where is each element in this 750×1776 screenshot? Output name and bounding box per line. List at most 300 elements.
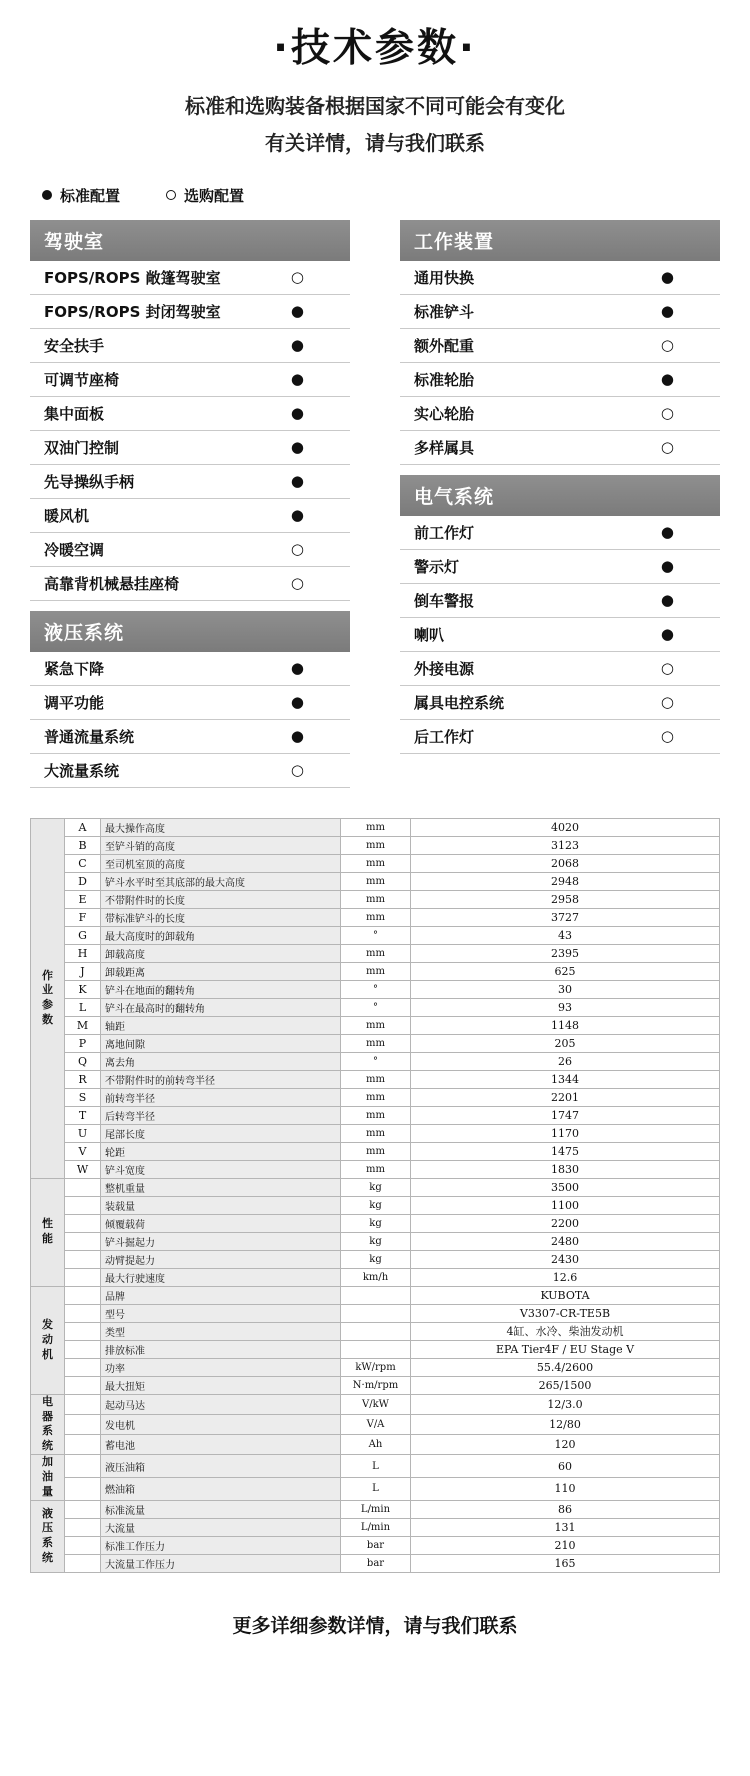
table-cell-value: 3123 — [411, 836, 720, 854]
table-cell-code: B — [65, 836, 101, 854]
table-cell-unit: mm — [341, 854, 411, 872]
table-cell-name: 尾部长度 — [101, 1124, 341, 1142]
table-cell-code: D — [65, 872, 101, 890]
table-cell-name: 卸载高度 — [101, 944, 341, 962]
table-row — [31, 1518, 720, 1536]
table-cell-name: 最大扭矩 — [101, 1376, 341, 1394]
table-row — [31, 1477, 720, 1500]
table-cell-value: 210 — [411, 1536, 720, 1554]
table-row — [31, 1340, 720, 1358]
hollow-dot-icon: ○ — [660, 336, 674, 355]
table-cell-code — [65, 1358, 101, 1376]
table-row — [31, 1435, 720, 1455]
filled-dot-icon: ● — [290, 472, 304, 491]
table-cell-name: 倾覆载荷 — [101, 1214, 341, 1232]
table-cell-name: 铲斗水平时至其底部的最大高度 — [101, 872, 341, 890]
table-cell-unit: mm — [341, 1016, 411, 1034]
table-cell-unit — [341, 1340, 411, 1358]
table-cell-name: 发电机 — [101, 1414, 341, 1434]
table-cell-code: T — [65, 1106, 101, 1124]
table-row — [31, 1250, 720, 1268]
table-cell-name: 带标准铲斗的长度 — [101, 908, 341, 926]
table-cell-unit: kg — [341, 1178, 411, 1196]
table-cell-unit: km/h — [341, 1268, 411, 1286]
table-cell-name: 至司机室顶的高度 — [101, 854, 341, 872]
table-cell-name: 蓄电池 — [101, 1435, 341, 1455]
table-row — [31, 1196, 720, 1214]
spec-label: 属具电控系统 — [414, 693, 505, 712]
legend-optional-label: 选购配置 — [184, 186, 245, 205]
table-row — [31, 1455, 720, 1478]
table-cell-value: 1100 — [411, 1196, 720, 1214]
spec-label: 额外配重 — [414, 336, 475, 355]
filled-dot-icon: ● — [660, 523, 674, 542]
table-cell-unit — [341, 1286, 411, 1304]
spec-row — [400, 652, 720, 686]
table-row — [31, 1178, 720, 1196]
table-cell-name: 类型 — [101, 1322, 341, 1340]
table-row — [31, 1304, 720, 1322]
filled-dot-icon: ● — [660, 302, 674, 321]
table-cell-code — [65, 1477, 101, 1500]
spec-label: 标准铲斗 — [414, 302, 475, 321]
table-cell-code — [65, 1500, 101, 1518]
spec-label: 普通流量系统 — [44, 727, 135, 746]
table-cell-unit: mm — [341, 1088, 411, 1106]
table-row — [31, 1268, 720, 1286]
table-cell-value: 2395 — [411, 944, 720, 962]
table-cell-code: H — [65, 944, 101, 962]
table-cell-code — [65, 1178, 101, 1196]
table-cell-code — [65, 1214, 101, 1232]
spec-label: 高靠背机械悬挂座椅 — [44, 574, 180, 593]
table-cell-unit: V/A — [341, 1414, 411, 1434]
table-cell-value: 2480 — [411, 1232, 720, 1250]
spec-row — [30, 261, 350, 295]
table-cell-code — [65, 1304, 101, 1322]
group-title: 电气系统 — [400, 475, 720, 516]
table-section-label: 液 压 系 统 — [31, 1500, 65, 1572]
table-cell-unit: V/kW — [341, 1394, 411, 1414]
table-row — [31, 1070, 720, 1088]
table-cell-code: S — [65, 1088, 101, 1106]
filled-dot-icon: ● — [290, 659, 304, 678]
spec-row — [30, 431, 350, 465]
spec-row — [400, 686, 720, 720]
table-cell-value: 12.6 — [411, 1268, 720, 1286]
spec-label: FOPS/ROPS 敞篷驾驶室 — [44, 268, 221, 287]
spec-table-wrap — [0, 818, 750, 1573]
table-cell-code — [65, 1340, 101, 1358]
table-cell-code — [65, 1536, 101, 1554]
table-cell-unit: mm — [341, 962, 411, 980]
table-cell-value: 30 — [411, 980, 720, 998]
table-section-label: 加 油 量 — [31, 1455, 65, 1501]
spec-row — [30, 720, 350, 754]
table-cell-name: 铲斗宽度 — [101, 1160, 341, 1178]
table-cell-unit: mm — [341, 944, 411, 962]
legend-standard-label: 标准配置 — [60, 186, 121, 205]
hollow-dot-icon: ○ — [660, 438, 674, 457]
spec-table — [30, 818, 720, 1573]
spec-label: 后工作灯 — [414, 727, 475, 746]
table-cell-value: KUBOTA — [411, 1286, 720, 1304]
table-cell-name: 后转弯半径 — [101, 1106, 341, 1124]
spec-row — [30, 686, 350, 720]
subtitle-line-2: 有关详情，请与我们联系 — [265, 130, 485, 155]
filled-dot-icon — [42, 190, 52, 200]
table-cell-code: R — [65, 1070, 101, 1088]
table-cell-unit: mm — [341, 908, 411, 926]
spec-row — [30, 363, 350, 397]
table-row — [31, 1052, 720, 1070]
table-cell-unit: kg — [341, 1214, 411, 1232]
table-cell-code — [65, 1414, 101, 1434]
table-cell-unit: kW/rpm — [341, 1358, 411, 1376]
table-cell-value: 1344 — [411, 1070, 720, 1088]
table-cell-value: 625 — [411, 962, 720, 980]
table-cell-value: 60 — [411, 1455, 720, 1478]
hollow-dot-icon: ○ — [290, 268, 304, 287]
table-cell-code: E — [65, 890, 101, 908]
spec-row — [30, 465, 350, 499]
table-cell-code: P — [65, 1034, 101, 1052]
table-row — [31, 818, 720, 836]
table-row — [31, 1034, 720, 1052]
table-cell-code — [65, 1376, 101, 1394]
table-cell-name: 不带附件时的前转弯半径 — [101, 1070, 341, 1088]
table-row — [31, 1016, 720, 1034]
table-cell-name: 动臂提起力 — [101, 1250, 341, 1268]
table-row — [31, 944, 720, 962]
filled-dot-icon: ● — [660, 591, 674, 610]
table-cell-unit: mm — [341, 1034, 411, 1052]
filled-dot-icon: ● — [290, 506, 304, 525]
table-cell-name: 铲斗在最高时的翻转角 — [101, 998, 341, 1016]
table-row — [31, 1106, 720, 1124]
table-cell-name: 大流量工作压力 — [101, 1554, 341, 1572]
spec-label: 可调节座椅 — [44, 370, 120, 389]
filled-dot-icon: ● — [290, 336, 304, 355]
table-section-label: 发 动 机 — [31, 1286, 65, 1394]
spec-row — [30, 567, 350, 601]
table-row — [31, 854, 720, 872]
table-section-label: 作 业 参 数 — [31, 818, 65, 1178]
table-cell-value: 205 — [411, 1034, 720, 1052]
spec-label: 大流量系统 — [44, 761, 120, 780]
table-cell-name: 大流量 — [101, 1518, 341, 1536]
spec-label: FOPS/ROPS 封闭驾驶室 — [44, 302, 221, 321]
table-cell-value: 12/80 — [411, 1414, 720, 1434]
table-cell-value: 2948 — [411, 872, 720, 890]
table-cell-value: 2068 — [411, 854, 720, 872]
table-row — [31, 1394, 720, 1414]
hollow-dot-icon: ○ — [290, 761, 304, 780]
table-cell-code: G — [65, 926, 101, 944]
table-cell-code — [65, 1455, 101, 1478]
table-row — [31, 1286, 720, 1304]
spec-label: 调平功能 — [44, 693, 105, 712]
hollow-dot-icon: ○ — [660, 659, 674, 678]
table-section-label: 性 能 — [31, 1178, 65, 1286]
table-row — [31, 998, 720, 1016]
filled-dot-icon: ● — [290, 404, 304, 423]
table-cell-unit: L/min — [341, 1518, 411, 1536]
table-cell-code — [65, 1554, 101, 1572]
table-cell-value: 3500 — [411, 1178, 720, 1196]
spec-row — [400, 295, 720, 329]
table-cell-value: 120 — [411, 1435, 720, 1455]
spec-label: 前工作灯 — [414, 523, 475, 542]
table-cell-code — [65, 1196, 101, 1214]
table-cell-unit: mm — [341, 1142, 411, 1160]
table-cell-unit: bar — [341, 1536, 411, 1554]
table-cell-unit: L — [341, 1477, 411, 1500]
spec-label: 警示灯 — [414, 557, 460, 576]
table-cell-value: EPA Tier4F / EU Stage V — [411, 1340, 720, 1358]
table-cell-code: F — [65, 908, 101, 926]
table-cell-name: 铲斗掘起力 — [101, 1232, 341, 1250]
table-cell-name: 装载量 — [101, 1196, 341, 1214]
spec-label: 标准轮胎 — [414, 370, 475, 389]
spec-row — [400, 261, 720, 295]
table-cell-name: 排放标准 — [101, 1340, 341, 1358]
spec-label: 多样属具 — [414, 438, 475, 457]
table-cell-value: 2201 — [411, 1088, 720, 1106]
table-row — [31, 1376, 720, 1394]
spec-row — [30, 329, 350, 363]
table-cell-name: 不带附件时的长度 — [101, 890, 341, 908]
table-cell-code: V — [65, 1142, 101, 1160]
table-row — [31, 1536, 720, 1554]
legend-standard — [42, 185, 120, 206]
table-row — [31, 1232, 720, 1250]
filled-dot-icon: ● — [660, 625, 674, 644]
table-cell-unit: kg — [341, 1250, 411, 1268]
spec-row — [30, 652, 350, 686]
table-cell-name: 离地间隙 — [101, 1034, 341, 1052]
left-column — [30, 220, 350, 788]
table-cell-code — [65, 1518, 101, 1536]
hollow-dot-icon: ○ — [660, 727, 674, 746]
table-row — [31, 1322, 720, 1340]
table-cell-name: 品牌 — [101, 1286, 341, 1304]
table-cell-unit: L — [341, 1455, 411, 1478]
table-cell-value: 86 — [411, 1500, 720, 1518]
table-cell-name: 前转弯半径 — [101, 1088, 341, 1106]
table-cell-unit: ° — [341, 926, 411, 944]
right-column — [400, 220, 720, 754]
filled-dot-icon: ● — [290, 370, 304, 389]
page-subtitle — [0, 91, 750, 159]
table-cell-code: U — [65, 1124, 101, 1142]
table-cell-name: 铲斗在地面的翻转角 — [101, 980, 341, 998]
table-cell-unit: kg — [341, 1196, 411, 1214]
table-cell-value: 1170 — [411, 1124, 720, 1142]
spec-row — [30, 295, 350, 329]
spec-label: 双油门控制 — [44, 438, 120, 457]
spec-label: 安全扶手 — [44, 336, 105, 355]
table-row — [31, 1142, 720, 1160]
table-cell-value: 1475 — [411, 1142, 720, 1160]
table-cell-value: 3727 — [411, 908, 720, 926]
table-cell-value: 131 — [411, 1518, 720, 1536]
table-cell-unit: ° — [341, 998, 411, 1016]
table-cell-code: A — [65, 818, 101, 836]
table-cell-code: M — [65, 1016, 101, 1034]
footer-note: 更多详细参数详情，请与我们联系 — [232, 1614, 518, 1637]
group-title: 工作装置 — [400, 220, 720, 261]
spec-row — [400, 431, 720, 465]
table-cell-unit: N·m/rpm — [341, 1376, 411, 1394]
filled-dot-icon: ● — [290, 727, 304, 746]
table-cell-code: Q — [65, 1052, 101, 1070]
spec-row — [400, 397, 720, 431]
table-cell-name: 标准工作压力 — [101, 1536, 341, 1554]
table-cell-code — [65, 1394, 101, 1414]
table-cell-unit — [341, 1304, 411, 1322]
table-cell-unit: kg — [341, 1232, 411, 1250]
table-cell-name: 最大行驶速度 — [101, 1268, 341, 1286]
filled-dot-icon: ● — [660, 268, 674, 287]
table-cell-code — [65, 1322, 101, 1340]
hollow-dot-icon: ○ — [290, 574, 304, 593]
filled-dot-icon: ● — [290, 302, 304, 321]
spec-label: 暖风机 — [44, 506, 90, 525]
table-row — [31, 1160, 720, 1178]
spec-label: 冷暖空调 — [44, 540, 105, 559]
table-cell-name: 最大高度时的卸载角 — [101, 926, 341, 944]
table-cell-name: 卸载距离 — [101, 962, 341, 980]
table-cell-unit: Ah — [341, 1435, 411, 1455]
table-section-label: 电 器 系 统 — [31, 1394, 65, 1454]
filled-dot-icon: ● — [290, 693, 304, 712]
table-cell-name: 标准流量 — [101, 1500, 341, 1518]
group-title: 液压系统 — [30, 611, 350, 652]
table-cell-code: L — [65, 998, 101, 1016]
spec-row — [400, 363, 720, 397]
hollow-dot-icon: ○ — [290, 540, 304, 559]
table-cell-unit: mm — [341, 1106, 411, 1124]
table-cell-value: 2430 — [411, 1250, 720, 1268]
table-cell-code — [65, 1268, 101, 1286]
table-row — [31, 980, 720, 998]
table-cell-name: 轮距 — [101, 1142, 341, 1160]
table-cell-value: 93 — [411, 998, 720, 1016]
table-cell-value: 55.4/2600 — [411, 1358, 720, 1376]
hollow-dot-icon — [166, 190, 176, 200]
table-row — [31, 1414, 720, 1434]
table-row — [31, 1124, 720, 1142]
table-cell-name: 轴距 — [101, 1016, 341, 1034]
table-cell-code — [65, 1435, 101, 1455]
legend-optional — [166, 185, 244, 206]
table-cell-name: 起动马达 — [101, 1394, 341, 1414]
table-cell-value: 26 — [411, 1052, 720, 1070]
table-cell-value: 2958 — [411, 890, 720, 908]
table-cell-unit: mm — [341, 1160, 411, 1178]
table-cell-unit: mm — [341, 1124, 411, 1142]
table-cell-value: 12/3.0 — [411, 1394, 720, 1414]
table-cell-name: 燃油箱 — [101, 1477, 341, 1500]
spec-label: 实心轮胎 — [414, 404, 475, 423]
table-row — [31, 908, 720, 926]
table-cell-code: C — [65, 854, 101, 872]
table-cell-value: 4020 — [411, 818, 720, 836]
spec-label: 喇叭 — [414, 625, 445, 644]
table-row — [31, 926, 720, 944]
table-cell-value: 4缸、水冷、柴油发动机 — [411, 1322, 720, 1340]
table-cell-unit: ° — [341, 980, 411, 998]
table-cell-name: 离去角 — [101, 1052, 341, 1070]
table-cell-unit: bar — [341, 1554, 411, 1572]
spec-row — [400, 584, 720, 618]
table-cell-code: J — [65, 962, 101, 980]
table-cell-name: 液压油箱 — [101, 1455, 341, 1478]
spec-row — [400, 329, 720, 363]
table-cell-value: 265/1500 — [411, 1376, 720, 1394]
table-cell-unit: mm — [341, 818, 411, 836]
filled-dot-icon: ● — [290, 438, 304, 457]
spec-row — [30, 499, 350, 533]
table-cell-name: 整机重量 — [101, 1178, 341, 1196]
group-title: 驾驶室 — [30, 220, 350, 261]
spec-label: 集中面板 — [44, 404, 105, 423]
spec-row — [400, 550, 720, 584]
table-cell-unit: mm — [341, 1070, 411, 1088]
table-row — [31, 1500, 720, 1518]
table-cell-unit: L/min — [341, 1500, 411, 1518]
table-cell-value: 1830 — [411, 1160, 720, 1178]
table-cell-unit: mm — [341, 872, 411, 890]
table-cell-value: 110 — [411, 1477, 720, 1500]
spec-row — [30, 754, 350, 788]
spec-label: 外接电源 — [414, 659, 475, 678]
table-cell-code: K — [65, 980, 101, 998]
spec-label: 先导操纵手柄 — [44, 472, 135, 491]
table-row — [31, 890, 720, 908]
table-cell-name: 至铲斗销的高度 — [101, 836, 341, 854]
table-row — [31, 962, 720, 980]
table-cell-value: 43 — [411, 926, 720, 944]
table-row — [31, 836, 720, 854]
table-row — [31, 872, 720, 890]
filled-dot-icon: ● — [660, 370, 674, 389]
spec-row — [400, 618, 720, 652]
table-cell-value: V3307-CR-TE5B — [411, 1304, 720, 1322]
table-cell-code — [65, 1232, 101, 1250]
spec-columns — [0, 220, 750, 788]
spec-label: 紧急下降 — [44, 659, 105, 678]
table-row — [31, 1358, 720, 1376]
table-cell-value: 2200 — [411, 1214, 720, 1232]
table-cell-name: 型号 — [101, 1304, 341, 1322]
spec-label: 倒车警报 — [414, 591, 475, 610]
table-cell-name: 最大操作高度 — [101, 818, 341, 836]
table-cell-unit: ° — [341, 1052, 411, 1070]
page-title: ·技术参数· — [273, 26, 477, 71]
table-cell-value: 1148 — [411, 1016, 720, 1034]
table-cell-name: 功率 — [101, 1358, 341, 1376]
table-cell-unit — [341, 1322, 411, 1340]
spec-row — [400, 516, 720, 550]
legend — [42, 185, 750, 206]
spec-row — [30, 533, 350, 567]
table-row — [31, 1088, 720, 1106]
table-cell-code — [65, 1250, 101, 1268]
filled-dot-icon: ● — [660, 557, 674, 576]
table-cell-value: 1747 — [411, 1106, 720, 1124]
